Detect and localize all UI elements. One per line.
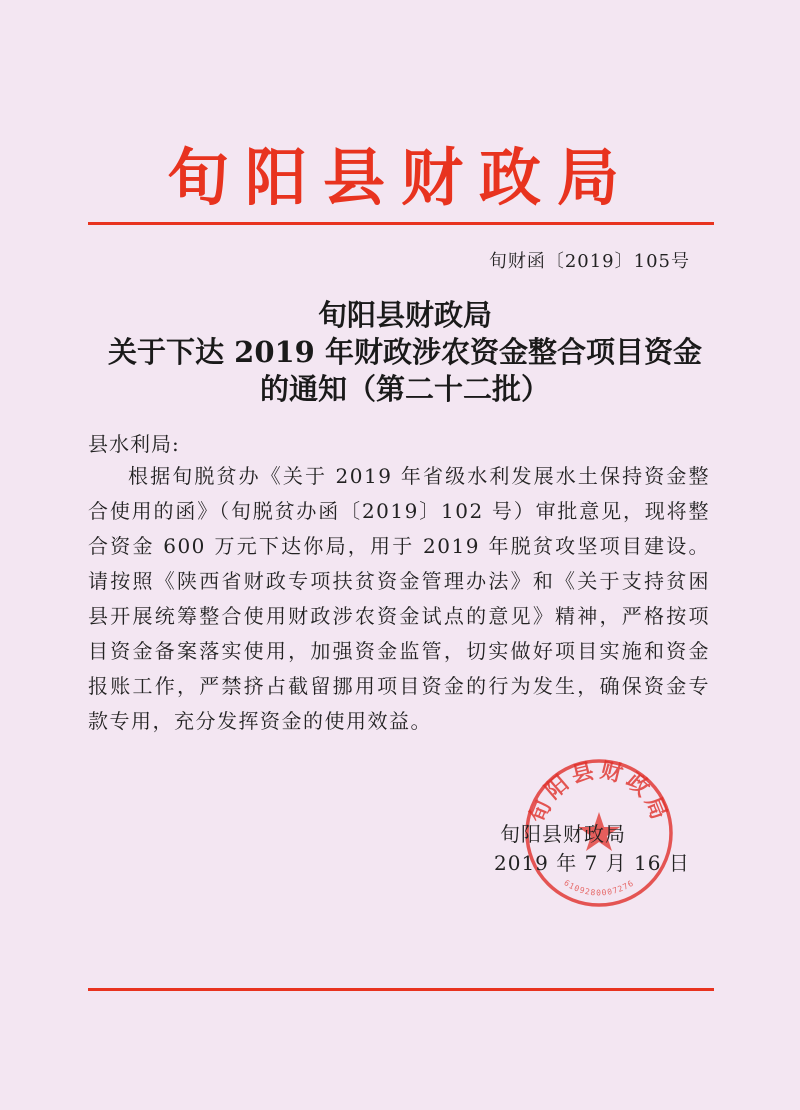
- seal-text: 旬阳县财政局: [525, 758, 673, 827]
- signoff-date: 2019 年 7 月 16 日: [494, 851, 690, 875]
- addressee: 县水利局:: [88, 432, 180, 456]
- signoff-organization: 旬阳县财政局: [500, 822, 626, 846]
- title-line-1: 旬阳县财政局: [317, 298, 492, 332]
- letterhead-divider: [88, 222, 714, 225]
- seal-code: 6109280007276: [562, 878, 636, 898]
- title-line-2: 关于下达 2019 年财政涉农资金整合项目资金: [108, 335, 702, 369]
- body-paragraph: 根据旬脱贫办《关于 2019 年省级水利发展水土保持资金整合使用的函》（旬脱贫办函〔2019〕102 号）审批意见，现将整合资金 600 万元下达你局，用于 2019 年脱贫攻坚项目建设。请按照《陕西省财政专项扶贫资金管理办法》和《关于支持贫困县开展统筹整合使用财政涉农资金试点的意见》精神，严格按项目资金备案落实使用，加强资金监管，切实做好项目实施和资金报账工作，严禁挤占截留挪用项目资金的行为发生，确保资金专款专用，充分发挥资金的使用效益。: [88, 464, 710, 733]
- letterhead-title: 旬阳县财政局: [166, 141, 635, 214]
- document-number: 旬财函〔2019〕105号: [488, 251, 690, 272]
- footer-divider: [88, 988, 714, 991]
- title-line-3: 的通知（第二十二批）: [259, 372, 550, 406]
- document-title: [60, 297, 750, 408]
- svg-text:6109280007276: [562, 878, 635, 897]
